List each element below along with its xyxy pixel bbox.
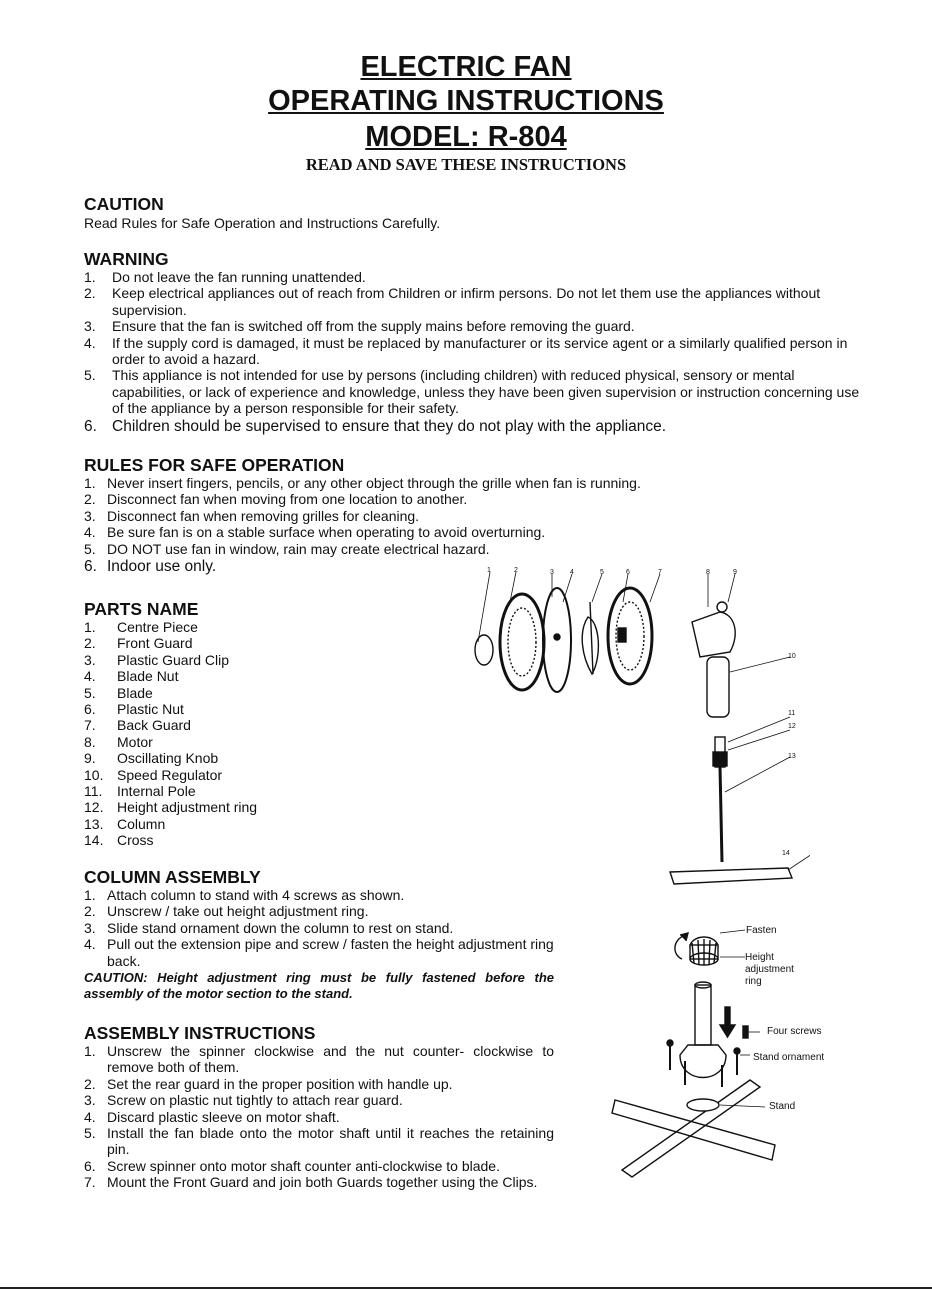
list-item: 4. Be sure fan is on a stable surface when operating to avoid overturning. [84, 524, 546, 541]
part-label: 2 [514, 567, 518, 574]
model-title: MODEL: R-804 [365, 121, 567, 153]
list-item: 3. Plastic Guard Clip [84, 651, 230, 668]
list-item: 1. Centre Piece [84, 619, 198, 635]
rules-heading: RULES FOR SAFE OPERATION [84, 455, 345, 475]
part-label: 9 [733, 569, 737, 576]
assembly-heading: ASSEMBLY INSTRUCTIONS [84, 1023, 316, 1043]
column-assembly-heading: COLUMN ASSEMBLY [84, 867, 261, 887]
list-item: 5. Blade [84, 684, 153, 701]
motor-part [692, 612, 735, 657]
assembly-list [84, 1043, 554, 1191]
list-item: 5. This appliance is not intended for use by persons (including children) with reduced physical, sensory or mental capabilities, or lack of experience and knowledge, unless they have been given supervision or instruction concerning use of the appliance by a person responsible for their safety. [84, 367, 860, 417]
parts-list [84, 619, 344, 849]
warning-list [84, 269, 864, 435]
list-item: 4. Pull out the extension pipe and screw / fasten the height adjustment ring back. [84, 936, 554, 969]
list-item: 5. Install the fan blade onto the motor shaft until it reaches the retaining pin. [84, 1125, 554, 1158]
title-line-1: ELECTRIC FAN [360, 51, 572, 83]
part-label: 3 [550, 569, 554, 576]
list-item: 8. Motor [84, 733, 153, 750]
list-item: 10. Speed Regulator [84, 766, 223, 783]
part-label: 12 [788, 723, 796, 730]
part-label: 5 [600, 569, 604, 576]
list-item: 14. Cross [84, 832, 154, 849]
list-item: 1. Unscrew the spinner clockwise and the nut counter- clockwise to remove both of them. [84, 1043, 554, 1076]
down-arrow-icon [725, 1007, 730, 1025]
column-part [720, 767, 722, 862]
list-item: 5. DO NOT use fan in window, rain may create electrical hazard. [84, 540, 490, 557]
list-item: 6. Children should be supervised to ensure that they do not play with the appliance. [84, 417, 667, 435]
list-item: 3. Ensure that the fan is switched off from the supply mains before removing the guard. [84, 318, 635, 335]
exploded-fan-diagram [460, 562, 810, 892]
centre-piece-part [475, 635, 493, 665]
list-item: 11. Internal Pole [84, 783, 196, 800]
list-item: 2. Keep electrical appliances out of reach from Children or infirm persons. Do not let them use the appliances without supervision. [84, 285, 821, 318]
list-item: 3. Slide stand ornament down the column to rest on stand. [84, 919, 454, 936]
list-item: 3. Disconnect fan when removing grilles for cleaning. [84, 507, 420, 524]
list-item: 9. Oscillating Knob [84, 750, 219, 767]
warning-heading: WARNING [84, 249, 169, 269]
list-item: 4. Discard plastic sleeve on motor shaft. [84, 1108, 340, 1125]
page-divider [0, 1287, 932, 1289]
part-label: 6 [626, 569, 630, 576]
list-item: 2. Disconnect fan when moving from one location to another. [84, 491, 468, 508]
part-label: 11 [788, 710, 796, 717]
part-label: 13 [788, 753, 796, 760]
stand-ornament-part [680, 1045, 726, 1078]
cross-part [670, 868, 792, 884]
subtitle: READ AND SAVE THESE INSTRUCTIONS [305, 155, 627, 174]
list-item: 7. Mount the Front Guard and join both Guards together using the Clips. [84, 1174, 538, 1191]
stand-ornament-label: Stand ornament [753, 1052, 825, 1063]
part-label: 8 [706, 569, 710, 576]
list-item: 1. Never insert fingers, pencils, or any other object through the grille when fan is running. [84, 475, 641, 491]
fasten-label: Fasten [746, 925, 777, 936]
part-label: 10 [788, 653, 796, 660]
title-line-2: OPERATING INSTRUCTIONS [268, 85, 664, 117]
part-label: 14 [782, 850, 790, 857]
four-screws-label: Four screws [767, 1026, 822, 1037]
height-ring-label: Height adjustment ring [745, 952, 794, 987]
list-item: 2. Front Guard [84, 635, 193, 652]
list-item: 2. Set the rear guard in the proper position with handle up. [84, 1075, 453, 1092]
part-label: 4 [570, 569, 574, 576]
column-part [695, 985, 711, 1045]
caution-text: Read Rules for Safe Operation and Instructions Carefully. [84, 215, 441, 231]
list-item: 2. Unscrew / take out height adjustment ring. [84, 903, 369, 920]
list-item: 6. Screw spinner onto motor shaft counter anti-clockwise to blade. [84, 1157, 500, 1174]
list-item: 4. If the supply cord is damaged, it must be replaced by manufacturer or its service agent or a similarly qualified person in order to avoid a hazard. [84, 334, 848, 368]
list-item: 1. Do not leave the fan running unattended. [84, 269, 366, 285]
column-caution-note: CAUTION: Height adjustment ring must be fully fastened before the assembly of the motor section to the stand. [84, 970, 554, 1001]
list-item: 6. Indoor use only. [84, 558, 217, 576]
list-item: 12. Height adjustment ring [84, 799, 258, 816]
rules-list [84, 475, 724, 575]
list-item: 6. Plastic Nut [84, 701, 184, 718]
stand-bar-2 [622, 1080, 760, 1177]
list-item: 13. Column [84, 815, 166, 832]
list-item: 4. Blade Nut [84, 668, 179, 685]
list-item: 1. Attach column to stand with 4 screws as shown. [84, 887, 405, 903]
parts-heading: PARTS NAME [84, 599, 199, 619]
motor-housing-part [707, 657, 729, 717]
column-assembly-list [84, 887, 554, 969]
list-item: 7. Back Guard [84, 717, 191, 734]
stand-label: Stand [769, 1101, 796, 1112]
list-item: 3. Screw on plastic nut tightly to attach rear guard. [84, 1092, 403, 1109]
part-label: 1 [487, 567, 491, 574]
part-label: 7 [658, 569, 662, 576]
caution-heading: CAUTION [84, 194, 164, 214]
